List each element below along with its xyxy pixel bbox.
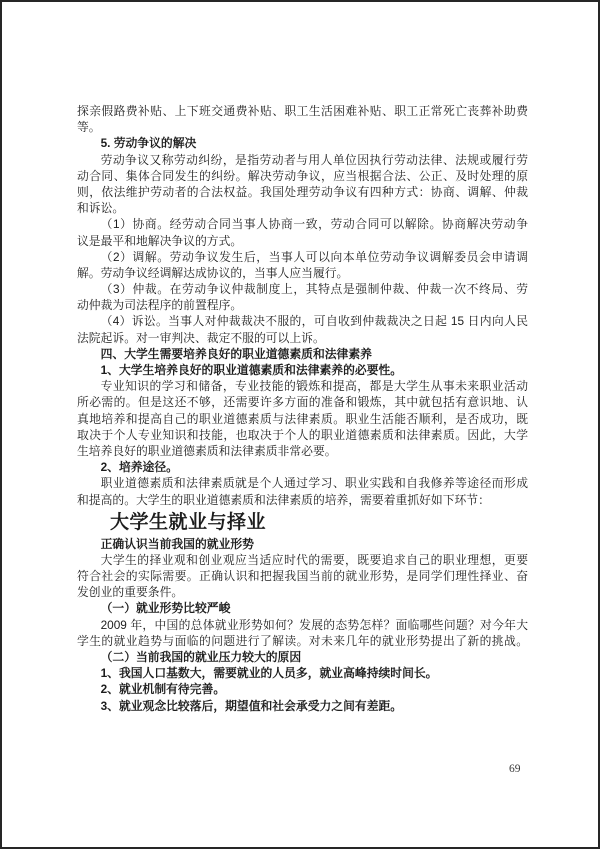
text-line: 取决于个人专业知识和技能，也取决于个人的职业道德素质和法律素质。因此，大学 bbox=[77, 427, 528, 442]
text-line: 真地培养和提高自己的职业道德素质与法律素质。职业生活能否顺利，是否成功，既 bbox=[77, 411, 528, 426]
text-line: 解。劳动争议经调解达成协议的，当事人应当履行。 bbox=[77, 265, 349, 280]
text-line-heading: （二）当前我国的就业压力较大的原因 bbox=[100, 650, 302, 664]
text-line: 劳动争议又称劳动纠纷，是指劳动者与用人单位因执行劳动法律、法规或履行劳 bbox=[100, 152, 528, 167]
text-line: （2）调解。劳动争议发生后，当事人可以向本单位劳动争议调解委员会申请调 bbox=[100, 249, 528, 264]
text-line-list-item: 2、就业机制有待完善。 bbox=[100, 682, 226, 697]
text-line: 等。 bbox=[77, 120, 101, 135]
text-line-heading: 5. 劳动争议的解决 bbox=[100, 136, 197, 151]
text-line-list-item: 1、我国人口基数大，需要就业的人员多，就业高峰持续时间长。 bbox=[100, 666, 438, 681]
text-line: 法院起诉。对一审判决、裁定不服的可以上诉。 bbox=[77, 330, 325, 345]
page-number: 69 bbox=[509, 763, 521, 775]
text-line: （1）协商。经劳动合同当事人协商一致，劳动合同可以解除。协商解决劳动争 bbox=[100, 217, 528, 232]
text-line: 探亲假路费补贴、上下班交通费补贴、职工生活困难补贴、职工正常死亡丧葬补助费 bbox=[77, 104, 528, 118]
text-line-heading: （一）就业形势比较严峻 bbox=[100, 601, 231, 616]
text-line-list-item: 3、就业观念比较落后，期望值和社会承受力之间有差距。 bbox=[100, 698, 403, 713]
text-line: 2009 年，中国的总体就业形势如何？发展的态势怎样？面临哪些问题？对今年大 bbox=[100, 617, 528, 632]
text-line-heading: 2、培养途径。 bbox=[100, 460, 178, 475]
text-line: 生培养良好的职业道德素质和法律素质非常必要。 bbox=[77, 443, 337, 458]
text-line: 学生的就业趋势与面临的问题进行了解读。对未来几年的就业形势提出了新的挑战。 bbox=[77, 633, 528, 648]
text-line: 动仲裁为司法程序的前置程序。 bbox=[77, 298, 243, 313]
text-line-heading: 1、大学生培养良好的职业道德素质和法律素养的必要性。 bbox=[100, 363, 403, 377]
section-title: 大学生就业与择业 bbox=[110, 511, 267, 533]
text-line: 动合同、集体合同发生的纠纷。解决劳动争议，应当根据合法、公正、及时处理的原 bbox=[77, 168, 528, 183]
page-text-column bbox=[77, 103, 528, 714]
text-line: 议是最平和地解决争议的方式。 bbox=[77, 233, 243, 248]
text-line: 和提高的。大学生的职业道德素质和法律素质的培养，需要着重抓好如下环节： bbox=[77, 492, 490, 507]
text-line: 职业道德素质和法律素质就是个人通过学习、职业实践和自我修养等途径而形成 bbox=[100, 476, 528, 491]
text-line-heading: 正确认识当前我国的就业形势 bbox=[100, 536, 254, 551]
text-line-heading: 四、大学生需要培养良好的职业道德素质和法律素养 bbox=[100, 346, 372, 361]
text-line: 则，依法维护劳动者的合法权益。我国处理劳动争议有四种方式：协商、调解、仲裁 bbox=[77, 184, 528, 199]
text-line: 和诉讼。 bbox=[77, 201, 125, 216]
text-line: （4）诉讼。当事人对仲裁裁决不服的，可自收到仲裁裁决之日起 15 日内向人民 bbox=[100, 314, 528, 329]
text-line: 符合社会的实际需要。正确认识和把握我国当前的就业形势，是同学们理性择业、奋 bbox=[77, 569, 528, 584]
text-line: 专业知识的学习和储备，专业技能的锻炼和提高，都是大学生从事未来职业活动 bbox=[100, 379, 528, 394]
text-line: 发创业的重要条件。 bbox=[77, 585, 184, 600]
text-line: 所必需的。但是这还不够，还需要许多方面的准备和锻炼，其中就包括有意识地、认 bbox=[77, 395, 528, 410]
text-line: 大学生的择业观和创业观应当适应时代的需要，既要追求自己的职业理想，更要 bbox=[100, 552, 528, 567]
text-line: （3）仲裁。在劳动争议仲裁制度上，其特点是强制仲裁、仲裁一次不终局、劳 bbox=[100, 282, 528, 297]
